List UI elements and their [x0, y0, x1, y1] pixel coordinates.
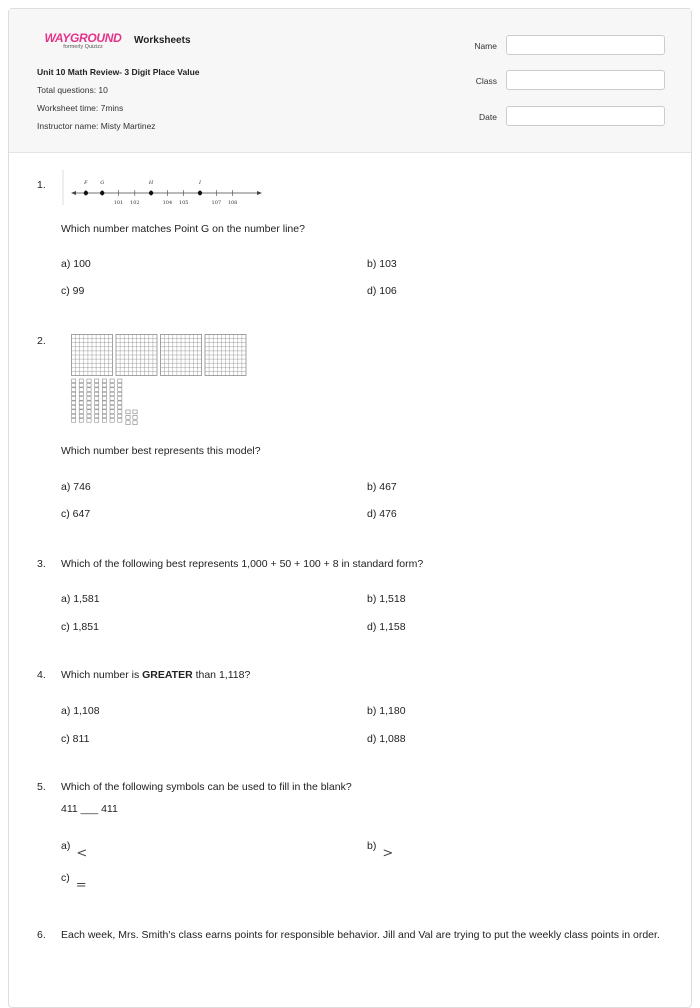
option-b[interactable]: b) 467: [367, 481, 397, 493]
tens-rod-unit: [87, 405, 91, 409]
name-input[interactable]: [506, 35, 665, 55]
tens-rod-unit: [118, 392, 122, 396]
tens-rod-unit: [102, 401, 106, 405]
tens-rod-unit: [110, 388, 114, 392]
tens-rod-unit: [79, 419, 83, 423]
ones-cube: [133, 415, 137, 419]
arrow-left-icon: [71, 191, 76, 195]
tens-rod-unit: [118, 401, 122, 405]
tens-rod-unit: [72, 379, 76, 383]
tens-rod-unit: [87, 379, 91, 383]
question-number: 5.: [37, 781, 46, 793]
tens-rod-unit: [87, 410, 91, 414]
tens-rod-unit: [102, 383, 106, 387]
tens-rod-unit: [87, 401, 91, 405]
option-c[interactable]: c) 1,851: [61, 621, 99, 633]
question-text-part: Which number is: [61, 669, 143, 681]
point-F: [84, 191, 88, 195]
arrow-right-icon: [257, 191, 262, 195]
tens-rod-unit: [87, 388, 91, 392]
tens-rod-unit: [118, 419, 122, 423]
option-c[interactable]: [61, 870, 87, 893]
point-G: [100, 191, 104, 195]
tens-rod-unit: [110, 419, 114, 423]
tens-rod-unit: [95, 392, 99, 396]
tens-rod-unit: [102, 392, 106, 396]
option-d[interactable]: d) 476: [367, 508, 397, 520]
tens-rod-unit: [72, 383, 76, 387]
question-text: Which number best represents this model?: [61, 445, 261, 457]
tens-rod-unit: [110, 392, 114, 396]
option-a[interactable]: a) 100: [61, 258, 91, 270]
tens-rod-unit: [118, 410, 122, 414]
tens-rod-unit: [72, 410, 76, 414]
question-number: 2.: [37, 335, 46, 347]
question-number: 6.: [37, 929, 46, 941]
tens-rod-unit: [118, 383, 122, 387]
question-text: Which of the following symbols can be used to fill in the blank?: [61, 781, 352, 793]
question-text-emphasis: GREATER: [142, 669, 193, 681]
wayground-logo: [37, 31, 129, 50]
tens-rod-unit: [79, 410, 83, 414]
question-text: [61, 665, 681, 686]
tens-rod-unit: [72, 388, 76, 392]
tens-rod-unit: [110, 410, 114, 414]
tens-rod-unit: [79, 405, 83, 409]
tens-rod-unit: [95, 401, 99, 405]
worksheet-time: Worksheet time: 7mins: [37, 103, 124, 113]
tens-rod-unit: [79, 388, 83, 392]
tens-rod-unit: [118, 388, 122, 392]
tens-rod-unit: [95, 419, 99, 423]
name-label: Name: [474, 41, 497, 51]
option-c[interactable]: c) 99: [61, 285, 85, 297]
logo-subtitle: formerly Quizizz: [63, 44, 103, 50]
tens-rod-unit: [118, 379, 122, 383]
question-number: 3.: [37, 558, 46, 570]
worksheet-card: [8, 8, 692, 1008]
tens-rod-unit: [95, 397, 99, 401]
tens-rod-unit: [118, 414, 122, 418]
ones-cube: [126, 415, 130, 419]
tens-rod-unit: [79, 392, 83, 396]
option-letter: b): [367, 840, 377, 852]
class-label: Class: [475, 76, 497, 86]
tens-rod-unit: [110, 383, 114, 387]
option-letter: a): [61, 840, 71, 852]
tens-rod-unit: [102, 405, 106, 409]
tens-rod-unit: [79, 401, 83, 405]
tens-rod-unit: [95, 405, 99, 409]
question-text: Which of the following best represents 1,000 + 50 + 100 + 8 in standard form?: [61, 558, 424, 570]
tens-rod-unit: [102, 379, 106, 383]
question-text: Each week, Mrs. Smith's class earns points for responsible behavior. Jill and Val are trying to put the weekly class points in order.: [61, 929, 660, 941]
equals-symbol: =: [75, 878, 87, 893]
total-questions: Total questions: 10: [37, 85, 108, 95]
tens-rod-unit: [87, 419, 91, 423]
option-a[interactable]: a) 746: [61, 481, 91, 493]
point-label: F: [84, 180, 88, 186]
tens-rod-unit: [118, 405, 122, 409]
tens-rod-unit: [95, 383, 99, 387]
tens-rod-unit: [79, 397, 83, 401]
tens-rod-unit: [102, 419, 106, 423]
ones-cube: [126, 421, 130, 425]
option-d[interactable]: d) 106: [367, 285, 397, 297]
option-b[interactable]: b) 103: [367, 258, 397, 270]
tens-rod-unit: [95, 414, 99, 418]
question-number: 1.: [37, 179, 46, 191]
tens-rod-unit: [72, 419, 76, 423]
less-than-symbol: <: [76, 846, 88, 861]
tens-rod-unit: [110, 405, 114, 409]
ones-cube: [133, 410, 137, 414]
tens-rod-unit: [102, 414, 106, 418]
question-number: 4.: [37, 669, 46, 681]
option-b[interactable]: b) 1,518: [367, 593, 406, 605]
ones-cube: [133, 421, 137, 425]
tens-rod-unit: [87, 414, 91, 418]
tens-rod-unit: [72, 405, 76, 409]
tens-rod-unit: [110, 401, 114, 405]
tens-rod-unit: [102, 388, 106, 392]
option-d[interactable]: d) 1,158: [367, 621, 406, 633]
logo-brand: WAYGROUND: [44, 31, 122, 45]
date-input[interactable]: [506, 106, 665, 126]
tens-rod-unit: [110, 379, 114, 383]
option-a[interactable]: a) 1,581: [61, 593, 100, 605]
tens-rod-unit: [95, 379, 99, 383]
tick-label: 105: [178, 200, 189, 206]
point-label: H: [148, 180, 154, 186]
tick-label: 102: [130, 200, 140, 206]
tens-rod-unit: [79, 414, 83, 418]
point-label: G: [100, 180, 105, 186]
tens-rod-unit: [72, 392, 76, 396]
question-text-part: than 1,118?: [192, 669, 251, 681]
date-label: Date: [479, 112, 497, 122]
greater-than-symbol: >: [382, 846, 394, 861]
tick-label: 104: [162, 200, 173, 206]
tens-rod-unit: [72, 414, 76, 418]
base-ten-blocks-image: [71, 334, 256, 426]
number-line-image: [59, 169, 264, 207]
tens-rod-unit: [110, 414, 114, 418]
tens-rod-unit: [95, 388, 99, 392]
instructor-name: Instructor name: Misty Martinez: [37, 121, 156, 131]
option-a[interactable]: [61, 838, 88, 861]
point-H: [149, 191, 153, 195]
option-a[interactable]: a) 1,108: [61, 705, 100, 717]
worksheet-header: [9, 9, 691, 153]
option-b[interactable]: [367, 838, 394, 861]
question-expression: 411 ___ 411: [61, 803, 118, 815]
tens-rod-unit: [79, 379, 83, 383]
tens-rod-unit: [87, 383, 91, 387]
option-b[interactable]: b) 1,180: [367, 705, 406, 717]
app-name: Worksheets: [134, 35, 191, 46]
tens-rod-unit: [72, 397, 76, 401]
tick-label: 101: [113, 200, 124, 206]
tens-rod-unit: [72, 401, 76, 405]
question-text: Which number matches Point G on the number line?: [61, 223, 305, 235]
tens-rod-unit: [87, 397, 91, 401]
tick-label: 107: [211, 200, 222, 206]
point-I: [198, 191, 202, 195]
ones-cube: [126, 410, 130, 414]
tick-label: 108: [227, 200, 238, 206]
tens-rod-unit: [95, 410, 99, 414]
option-c[interactable]: c) 647: [61, 508, 91, 520]
tens-rod-unit: [102, 410, 106, 414]
tens-rod-unit: [102, 397, 106, 401]
tens-rod-unit: [87, 392, 91, 396]
option-c[interactable]: c) 811: [61, 733, 90, 745]
worksheet-title: Unit 10 Math Review- 3 Digit Place Value: [37, 67, 200, 77]
option-d[interactable]: d) 1,088: [367, 733, 406, 745]
class-input[interactable]: [506, 70, 665, 90]
option-letter: c): [61, 872, 70, 884]
point-label: I: [198, 180, 201, 186]
tens-rod-unit: [110, 397, 114, 401]
tens-rod-unit: [118, 397, 122, 401]
tens-rod-unit: [79, 383, 83, 387]
